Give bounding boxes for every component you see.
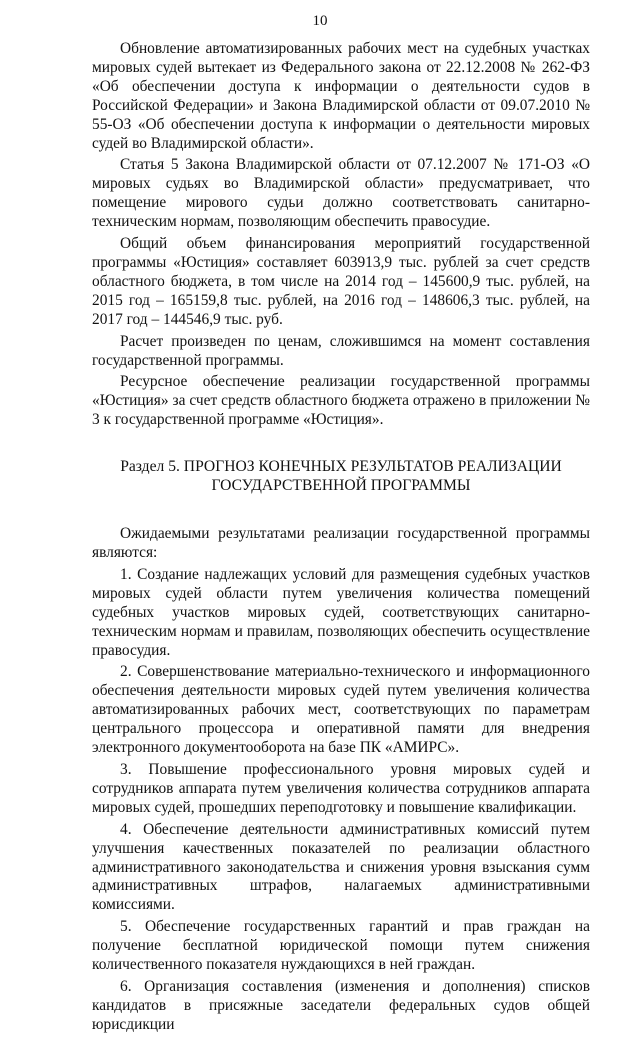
document-body [92, 40, 590, 1038]
list-item: 3. Повышение профессионального уровня мировых судей и сотрудников аппарата путем увеличения количества сотрудников аппарата мировых судей, прошедших переподготовку и повышение квалификации. [92, 761, 590, 816]
page-number: 10 [312, 13, 328, 29]
list-item: 4. Обеспечение деятельности административных комиссий путем улучшения качественных показателей по реализации областного административного законодательства и снижения уровня взыскания сумм административных штрафов, налагаемых административными комиссиями. [92, 820, 590, 914]
paragraph: Ресурсное обеспечение реализации государственной программы «Юстиция» за счет средств областного бюджета отражено в приложении № 3 к государственной программе «Юстиция». [92, 373, 590, 429]
list-item: 6. Организация составления (изменения и дополнения) списков кандидатов в присяжные заседатели федеральных судов общей юрисдикции [92, 977, 590, 1033]
list-item: 5. Обеспечение государственных гарантий и прав граждан на получение бесплатной юридической помощи путем снижения количественного показателя нуждающихся в ней граждан. [92, 918, 590, 974]
paragraph: Статья 5 Закона Владимирской области от 07.12.2007 № 171-ОЗ «О мировых судьях во Владимирской области» предусматривает, что помещение мирового судьи должно соответствовать санитарно-техническим нормам, позволяющим обеспечить правосудие. [92, 156, 590, 231]
section-title: Раздел 5. ПРОГНОЗ КОНЕЧНЫХ РЕЗУЛЬТАТОВ РЕАЛИЗАЦИИ ГОСУДАРСТВЕННОЙ ПРОГРАММЫ [120, 458, 562, 495]
paragraph: Общий объем финансирования мероприятий государственной программы «Юстиция» составляет 603913,9 тыс. рублей за счет средств областного бюджета, в том числе на 2014 год – 145600,9 тыс. рублей, на 2015 год – 165159,8 тыс. рублей, на 2016 год – 148606,3 тыс. рублей, на 2017 год – 144546,9 тыс. руб. [92, 235, 590, 328]
paragraph: Расчет произведен по ценам, сложившимся на момент составления государственной программы. [92, 332, 590, 369]
paragraph: Ожидаемыми результатами реализации государственной программы являются: [92, 525, 590, 562]
paragraph: Обновление автоматизированных рабочих мест на судебных участках мировых судей вытекает из Федерального закона от 22.12.2008 № 262-ФЗ «Об обеспечении доступа к информации о деятельности судов в Российской Федерации» и Закона Владимирской области от 09.07.2010 № 55-ОЗ «Об обеспечении доступа к информации о деятельности мировых судей во Владимирской области». [92, 40, 590, 152]
list-item: 1. Создание надлежащих условий для размещения судебных участков мировых судей области путем увеличения количества помещений судебных участков мировых судей, соответствующих санитарно-техническим нормам и правилам, позволяющих обеспечить осуществление правосудия. [92, 565, 590, 659]
list-item: 2. Совершенствование материально-технического и информационного обеспечения деятельности мировых судей путем увеличения количества автоматизированных рабочих мест, соответствующих по параметрам центрального процессора и оперативной памяти для внедрения электронного документооборота на базе ПК «АМИРС». [92, 663, 590, 757]
